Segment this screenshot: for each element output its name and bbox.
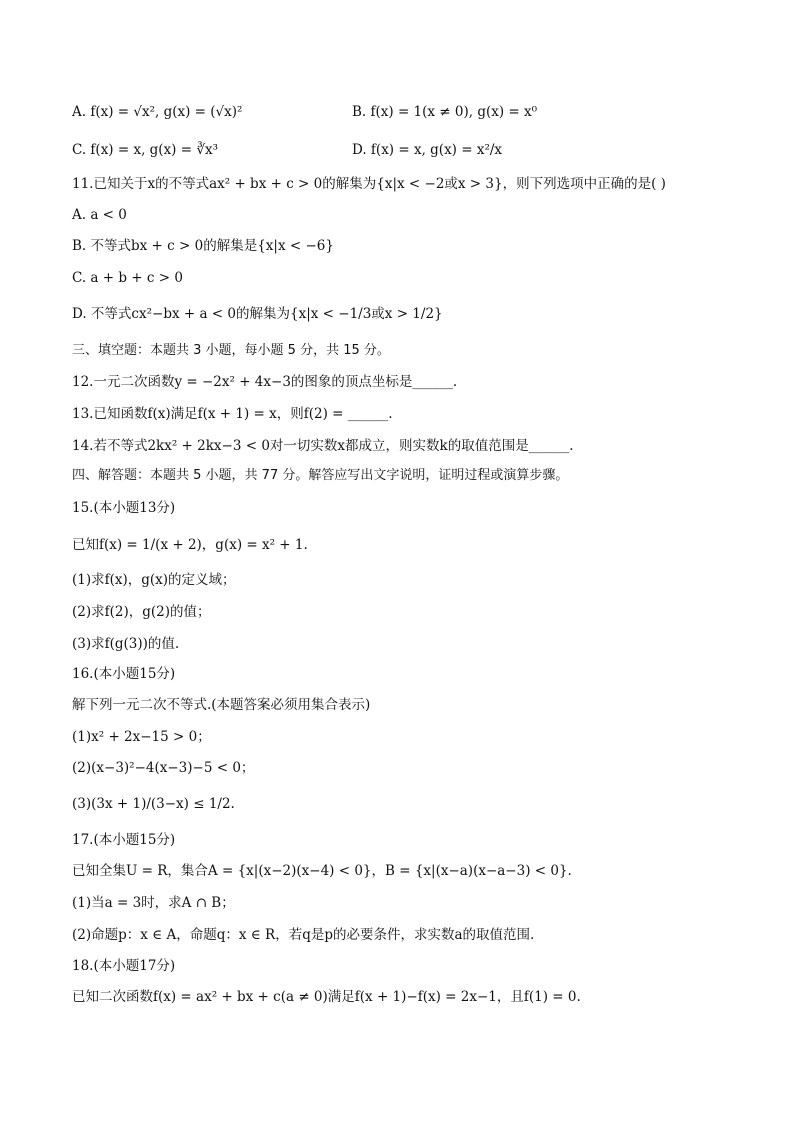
q16-instruction: 解下列一元二次不等式.(本题答案必须用集合表示) [72,697,371,713]
q15-header: 15.(本小题13分) [72,500,176,516]
q16-header: 16.(本小题15分) [72,666,176,682]
q17-given: 已知全集U = R，集合A = {x|(x−2)(x−4) < 0}，B = {x|(x−a)(x−a−3) < 0}. [72,863,572,879]
q16-part-1: (1)x² + 2x−15 > 0； [72,729,211,745]
question-14: 14.若不等式2kx² + 2kx−3 < 0对一切实数x都成立，则实数k的取值范围是______. [72,438,574,454]
q11-option-c: C. a + b + c > 0 [72,270,183,286]
q11-stem: 11.已知关于x的不等式ax² + bx + c > 0的解集为{x|x < −2或x > 3}，则下列选项中正确的是( ) [72,176,666,192]
q11-option-a: A. a < 0 [72,207,127,223]
q17-part-1: (1)当a = 3时，求A ∩ B； [72,895,235,911]
q10-option-a: A. f(x) = √x², g(x) = (√x)² [72,104,243,120]
section-3-heading: 三、填空题：本题共 3 小题，每小题 5 分，共 15 分。 [72,343,390,358]
q16-part-3: (3)(3x + 1)/(3−x) ≤ 1/2. [72,796,235,812]
q15-given: 已知f(x) = 1/(x + 2)，g(x) = x² + 1. [72,537,308,553]
q15-part-3: (3)求f(g(3))的值. [72,636,180,652]
q11-option-b: B. 不等式bx + c > 0的解集是{x|x < −6} [72,238,334,254]
q15-part-2: (2)求f(2)，g(2)的值； [72,604,211,620]
q16-part-2: (2)(x−3)²−4(x−3)−5 < 0； [72,760,255,776]
q10-option-c: C. f(x) = x, g(x) = ∛x³ [72,142,218,158]
q10-option-b: B. f(x) = 1(x ≠ 0), g(x) = x⁰ [352,104,538,120]
q17-header: 17.(本小题15分) [72,832,176,848]
q18-given: 已知二次函数f(x) = ax² + bx + c(a ≠ 0)满足f(x + 1)−f(x) = 2x−1，且f(1) = 0. [72,989,581,1005]
q10-option-d: D. f(x) = x, g(x) = x²/x [352,142,503,158]
question-12: 12.一元二次函数y = −2x² + 4x−3的图象的顶点坐标是______. [72,374,458,390]
q18-header: 18.(本小题17分) [72,958,176,974]
q15-part-1: (1)求f(x)，g(x)的定义域； [72,572,236,588]
q11-option-d: D. 不等式cx²−bx + a < 0的解集为{x|x < −1/3或x > 1/2} [72,306,443,322]
question-13: 13.已知函数f(x)满足f(x + 1) = x，则f(2) = ______. [72,406,393,422]
section-4-heading: 四、解答题：本题共 5 小题，共 77 分。解答应写出文字说明，证明过程或演算步骤。 [72,468,569,483]
q17-part-2: (2)命题p：x ∈ A，命题q：x ∈ R，若q是p的必要条件，求实数a的取值范围. [72,927,535,943]
